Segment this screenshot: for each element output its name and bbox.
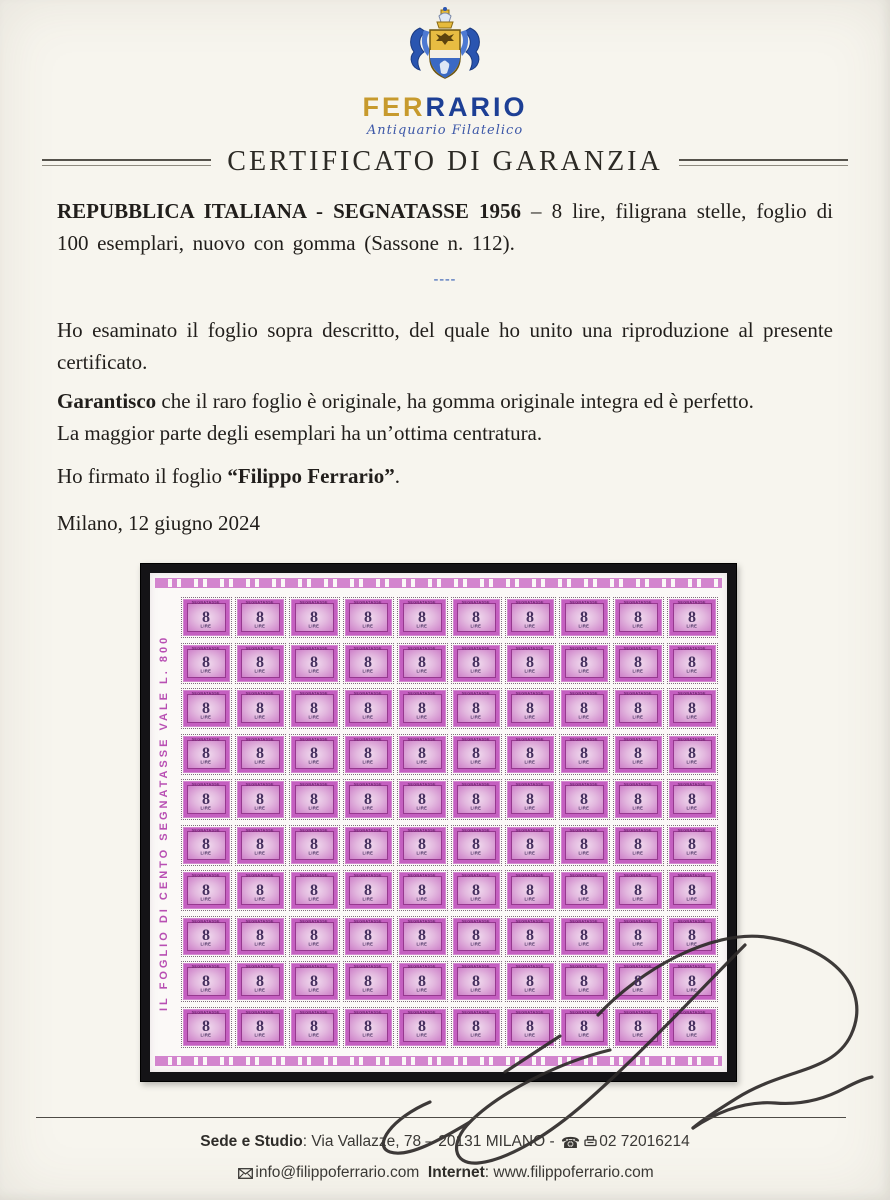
stamp: SEGNATASSE 8 LIRE	[233, 1005, 287, 1051]
stamp: SEGNATASSE 8 LIRE	[233, 914, 287, 960]
email-icon	[238, 1168, 253, 1179]
stamp: SEGNATASSE 8 LIRE	[503, 914, 557, 960]
stamp: SEGNATASSE 8 LIRE	[287, 641, 341, 687]
stamp: SEGNATASSE 8 LIRE	[233, 641, 287, 687]
stamp: SEGNATASSE 8 LIRE	[179, 868, 233, 914]
stamp: SEGNATASSE 8 LIRE	[503, 641, 557, 687]
stamp: SEGNATASSE 8 LIRE	[341, 868, 395, 914]
paragraph-signed	[57, 461, 833, 493]
stamp: SEGNATASSE 8 LIRE	[233, 868, 287, 914]
stamp: SEGNATASSE 8 LIRE	[449, 686, 503, 732]
stamp: SEGNATASSE 8 LIRE	[233, 595, 287, 641]
stamp: SEGNATASSE 8 LIRE	[557, 914, 611, 960]
paragraph-guarantee	[57, 386, 833, 450]
stamp: SEGNATASSE 8 LIRE	[611, 732, 665, 778]
stamp: SEGNATASSE 8 LIRE	[287, 595, 341, 641]
title-row	[42, 146, 848, 178]
stamp: SEGNATASSE 8 LIRE	[449, 868, 503, 914]
stamp: SEGNATASSE 8 LIRE	[341, 914, 395, 960]
stamp: SEGNATASSE 8 LIRE	[395, 732, 449, 778]
stamp: SEGNATASSE 8 LIRE	[395, 868, 449, 914]
stamp: SEGNATASSE 8 LIRE	[449, 959, 503, 1005]
footer	[0, 1128, 890, 1187]
stamp: SEGNATASSE 8 LIRE	[665, 686, 719, 732]
stamp: SEGNATASSE 8 LIRE	[341, 595, 395, 641]
footer-sede-label: Sede e Studio	[200, 1133, 303, 1150]
stamp: SEGNATASSE 8 LIRE	[557, 1005, 611, 1051]
stamp: SEGNATASSE 8 LIRE	[179, 641, 233, 687]
stamp: SEGNATASSE 8 LIRE	[341, 959, 395, 1005]
footer-phone: 02 72016214	[599, 1133, 690, 1150]
sheet-ornament-band-bottom	[155, 1056, 722, 1066]
stamp: SEGNATASSE 8 LIRE	[287, 732, 341, 778]
stamp: SEGNATASSE 8 LIRE	[503, 959, 557, 1005]
brand-first: FER	[362, 92, 426, 122]
footer-website: www.filippoferrario.com	[493, 1163, 654, 1181]
stamp: SEGNATASSE 8 LIRE	[395, 686, 449, 732]
stamp: SEGNATASSE 8 LIRE	[665, 641, 719, 687]
stamp: SEGNATASSE 8 LIRE	[287, 823, 341, 869]
stamp: SEGNATASSE 8 LIRE	[503, 777, 557, 823]
stamp: SEGNATASSE 8 LIRE	[449, 732, 503, 778]
stamp: SEGNATASSE 8 LIRE	[179, 595, 233, 641]
stamp: SEGNATASSE 8 LIRE	[179, 823, 233, 869]
footer-email: info@filippoferrario.com	[255, 1163, 420, 1181]
stamp: SEGNATASSE 8 LIRE	[665, 914, 719, 960]
stamp: SEGNATASSE 8 LIRE	[449, 1005, 503, 1051]
footer-rule	[36, 1117, 846, 1118]
stamp: SEGNATASSE 8 LIRE	[341, 1005, 395, 1051]
stamp: SEGNATASSE 8 LIRE	[233, 686, 287, 732]
guarantee-bold: Garantisco	[57, 389, 157, 413]
stamp: SEGNATASSE 8 LIRE	[179, 686, 233, 732]
stamp: SEGNATASSE 8 LIRE	[449, 777, 503, 823]
stamp: SEGNATASSE 8 LIRE	[557, 732, 611, 778]
stamp: SEGNATASSE 8 LIRE	[611, 595, 665, 641]
stamp: SEGNATASSE 8 LIRE	[395, 595, 449, 641]
footer-internet-sep: :	[484, 1163, 494, 1181]
stamp: SEGNATASSE 8 LIRE	[503, 823, 557, 869]
stamp: SEGNATASSE 8 LIRE	[611, 868, 665, 914]
stamp: SEGNATASSE 8 LIRE	[449, 914, 503, 960]
item-description-bold: REPUBBLICA ITALIANA - SEGNATASSE 1956	[57, 199, 521, 223]
stamp: SEGNATASSE 8 LIRE	[341, 732, 395, 778]
stamp: SEGNATASSE 8 LIRE	[503, 868, 557, 914]
stamp: SEGNATASSE 8 LIRE	[503, 686, 557, 732]
ferrario-crest-icon	[404, 6, 486, 92]
stamp: SEGNATASSE 8 LIRE	[611, 823, 665, 869]
dash-separator: ----	[433, 272, 457, 287]
fax-icon	[584, 1135, 597, 1148]
stamp: SEGNATASSE 8 LIRE	[233, 959, 287, 1005]
sheet-ornament-band-top	[155, 578, 722, 588]
item-description	[57, 196, 833, 260]
footer-line-address	[0, 1128, 890, 1159]
stamp: SEGNATASSE 8 LIRE	[449, 595, 503, 641]
stamp: SEGNATASSE 8 LIRE	[395, 777, 449, 823]
stamp: SEGNATASSE 8 LIRE	[179, 1005, 233, 1051]
stamp: SEGNATASSE 8 LIRE	[287, 914, 341, 960]
stamp: SEGNATASSE 8 LIRE	[287, 1005, 341, 1051]
stamp: SEGNATASSE 8 LIRE	[341, 641, 395, 687]
stamp: SEGNATASSE 8 LIRE	[395, 914, 449, 960]
stamp: SEGNATASSE 8 LIRE	[341, 686, 395, 732]
paragraph-examined: Ho esaminato il foglio sopra descritto, del quale ho unito una riproduzione al presente certificato.	[57, 318, 833, 374]
stamp: SEGNATASSE 8 LIRE	[611, 959, 665, 1005]
logo-block	[0, 6, 890, 138]
stamp: SEGNATASSE 8 LIRE	[395, 823, 449, 869]
footer-internet-label: Internet	[427, 1163, 485, 1181]
stamp: SEGNATASSE 8 LIRE	[557, 777, 611, 823]
stamp: SEGNATASSE 8 LIRE	[557, 595, 611, 641]
phone-icon: ☎	[560, 1135, 581, 1152]
stamp: SEGNATASSE 8 LIRE	[665, 823, 719, 869]
stamp: SEGNATASSE 8 LIRE	[665, 868, 719, 914]
dateline: Milano, 12 giugno 2024	[57, 511, 260, 535]
item-description-rest: – 8 lire, filigrana stelle, foglio di 100 esemplari, nuovo con gomma (Sassone n. 112).	[57, 199, 833, 255]
stamp-sheet	[150, 573, 727, 1072]
stamp: SEGNATASSE 8 LIRE	[611, 1005, 665, 1051]
brand-rest: RARIO	[425, 92, 528, 122]
stamp: SEGNATASSE 8 LIRE	[179, 959, 233, 1005]
stamp: SEGNATASSE 8 LIRE	[611, 686, 665, 732]
stamp: SEGNATASSE 8 LIRE	[611, 641, 665, 687]
stamp-grid	[179, 595, 719, 1050]
stamp: SEGNATASSE 8 LIRE	[665, 595, 719, 641]
title-rule-left	[42, 159, 211, 166]
stamp: SEGNATASSE 8 LIRE	[557, 686, 611, 732]
stamp: SEGNATASSE 8 LIRE	[503, 732, 557, 778]
stamp: SEGNATASSE 8 LIRE	[341, 777, 395, 823]
footer-address: : Via Vallazze, 78 – 20131 MILANO -	[302, 1133, 559, 1150]
stamp: SEGNATASSE 8 LIRE	[557, 959, 611, 1005]
stamp: SEGNATASSE 8 LIRE	[287, 959, 341, 1005]
stamp: SEGNATASSE 8 LIRE	[179, 914, 233, 960]
stamp: SEGNATASSE 8 LIRE	[287, 686, 341, 732]
stamp-sheet-photo	[140, 563, 737, 1082]
stamp: SEGNATASSE 8 LIRE	[449, 823, 503, 869]
stamp: SEGNATASSE 8 LIRE	[233, 732, 287, 778]
stamp: SEGNATASSE 8 LIRE	[233, 777, 287, 823]
stamp: SEGNATASSE 8 LIRE	[233, 823, 287, 869]
sheet-margin-inscription: IL FOGLIO DI CENTO SEGNATASSE VALE L. 800	[158, 634, 170, 1011]
stamp: SEGNATASSE 8 LIRE	[341, 823, 395, 869]
stamp: SEGNATASSE 8 LIRE	[287, 777, 341, 823]
signed-post: .	[394, 464, 400, 488]
stamp: SEGNATASSE 8 LIRE	[503, 595, 557, 641]
stamp: SEGNATASSE 8 LIRE	[395, 959, 449, 1005]
signed-pre: Ho firmato il foglio	[57, 464, 228, 488]
stamp: SEGNATASSE 8 LIRE	[503, 1005, 557, 1051]
title-rule-right	[679, 159, 848, 166]
stamp: SEGNATASSE 8 LIRE	[611, 914, 665, 960]
stamp: SEGNATASSE 8 LIRE	[557, 823, 611, 869]
brand-tagline: Antiquario Filatelico	[366, 123, 524, 138]
footer-line-contacts	[0, 1159, 890, 1188]
guarantee-rest: che il raro foglio è originale, ha gomma originale integra ed è perfetto.	[156, 389, 754, 413]
stamp: SEGNATASSE 8 LIRE	[665, 1005, 719, 1051]
centering-note: La maggior parte degli esemplari ha un’ottima centratura.	[57, 420, 543, 445]
signed-name: “Filippo Ferrario”	[227, 464, 395, 488]
stamp: SEGNATASSE 8 LIRE	[665, 777, 719, 823]
stamp: SEGNATASSE 8 LIRE	[449, 641, 503, 687]
stamp: SEGNATASSE 8 LIRE	[665, 732, 719, 778]
stamp: SEGNATASSE 8 LIRE	[179, 732, 233, 778]
brand-name	[0, 94, 890, 121]
stamp: SEGNATASSE 8 LIRE	[395, 641, 449, 687]
stamp: SEGNATASSE 8 LIRE	[179, 777, 233, 823]
stamp: SEGNATASSE 8 LIRE	[611, 777, 665, 823]
stamp: SEGNATASSE 8 LIRE	[557, 641, 611, 687]
certificate-title: CERTIFICATO DI GARANZIA	[227, 146, 663, 177]
stamp: SEGNATASSE 8 LIRE	[395, 1005, 449, 1051]
stamp: SEGNATASSE 8 LIRE	[557, 868, 611, 914]
stamp: SEGNATASSE 8 LIRE	[665, 959, 719, 1005]
stamp: SEGNATASSE 8 LIRE	[287, 868, 341, 914]
